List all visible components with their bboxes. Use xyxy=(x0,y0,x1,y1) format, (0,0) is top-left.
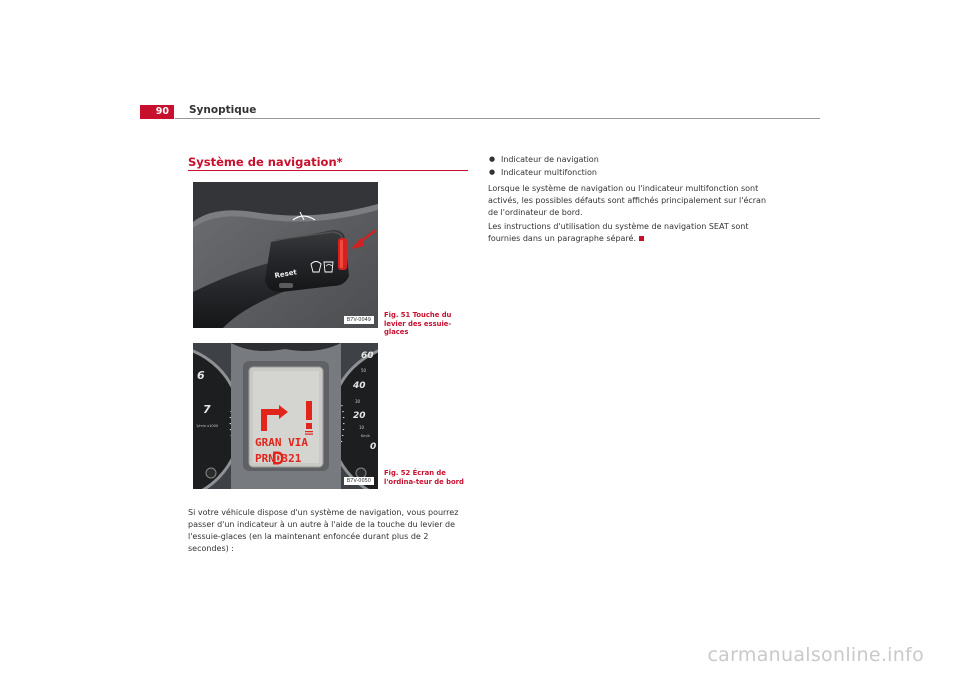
speedo-number: 30 xyxy=(355,399,361,404)
tacho-number: 6 xyxy=(197,369,205,382)
instructions-paragraph xyxy=(488,221,776,245)
list-item: ● Indicateur de navigation xyxy=(488,153,599,166)
wiper-lever-illustration xyxy=(193,182,378,328)
speedo-number: 60 xyxy=(361,351,374,361)
section-rule xyxy=(188,170,468,171)
display-street-name: GRAN VIA xyxy=(255,436,308,449)
watermark: carmanualsonline.info xyxy=(707,644,924,666)
header-rule xyxy=(175,118,820,119)
speedo-unit: Km/h xyxy=(361,434,371,438)
instrument-cluster-illustration xyxy=(193,343,378,489)
speedo-number: 0 xyxy=(370,442,377,452)
display-gear-indicator: PRND321 xyxy=(255,452,302,465)
section-title: Système de navigation* xyxy=(188,155,343,169)
tacho-unit: 1/min x1000 xyxy=(196,424,219,428)
reset-label: Reset xyxy=(273,268,298,280)
speedo-number: 40 xyxy=(353,381,366,391)
intro-paragraph: Si votre véhicule dispose d'un système de navigation, vous pourrez passer d'un indicateur à un autre à l'aide de la touche du levier de l'essuie-glaces (en la maintenant enfoncée durant plus de 2 secondes) : xyxy=(188,508,459,553)
faults-paragraph: Lorsque le système de navigation ou l'indicateur multifonction sont activés, les possibles défauts sont affichés principalement sur l'écran de l'ordinateur de bord. xyxy=(488,184,767,217)
instructions-text: Les instructions d'utilisation du système de navigation SEAT sont fournies dans un paragraphe séparé. xyxy=(488,222,749,243)
figure-dashboard-display xyxy=(193,343,378,489)
figure-code: B7V-0050 xyxy=(344,477,374,485)
speedo-number: 10 xyxy=(359,425,365,430)
figure-caption: Fig. 51 Touche du levier des essuie-glaces xyxy=(384,311,452,336)
tacho-number: 7 xyxy=(203,403,211,416)
figure-caption: Fig. 52 Écran de l'ordina-teur de bord xyxy=(384,469,464,486)
list-item: ● Indicateur multifonction xyxy=(488,166,599,179)
figure-code: B7V-0049 xyxy=(344,316,374,324)
speedo-number: 50 xyxy=(361,368,367,373)
speedo-number: 20 xyxy=(353,411,366,421)
page-number: 90 xyxy=(140,105,174,119)
figure-wiper-lever xyxy=(193,182,378,328)
section-end-marker xyxy=(639,236,644,241)
indicator-list xyxy=(488,153,599,179)
running-title: Synoptique xyxy=(189,104,257,116)
